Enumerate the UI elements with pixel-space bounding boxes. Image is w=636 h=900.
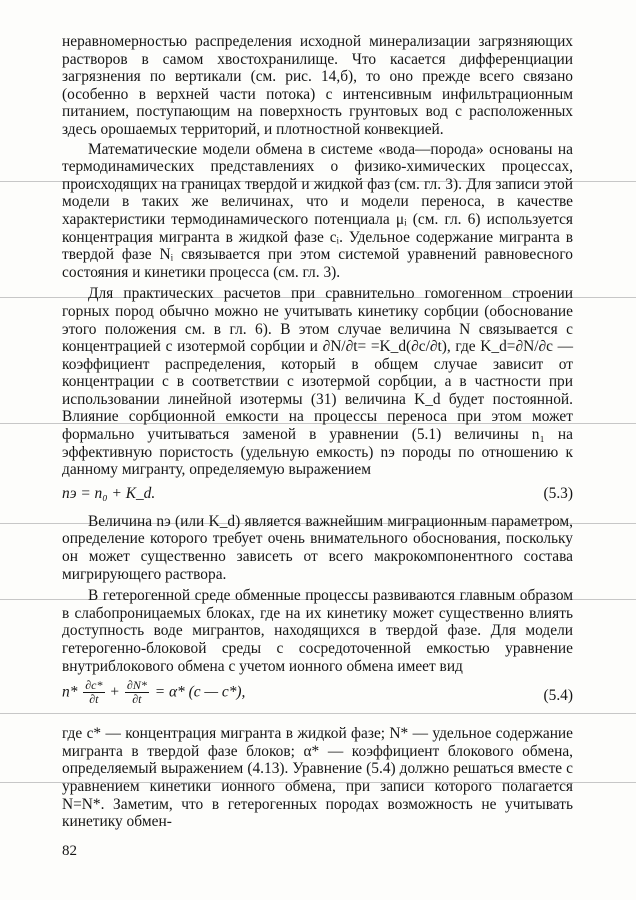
equation-5-4-rhs: = α* (c — c*),	[154, 683, 246, 701]
page-body	[62, 33, 573, 831]
equation-5-3-number: (5.3)	[543, 484, 573, 502]
paragraph-2: Математические модели обмена в системе «вода—порода» основаны на термодинамических представлениях о физико-химических процессах, происходящих на границах твердой и жидкой фаз (см. гл. 3). Для записи этой модели в таких же величинах, что и модели переноса, в качестве характеристики термодинамического потенциала μᵢ (см. гл. 6) используется концентрация мигранта в жидкой фазе cᵢ. Удельное содержание мигранта в твердой фазе Nᵢ связывается при этом системой уравнений равновесного состояния и кинетики процесса (см. гл. 3).	[62, 140, 573, 281]
equation-5-3	[62, 485, 573, 505]
paragraph-3: Для практических расчетов при сравнительно гомогенном строении горных пород обычно можно не учитывать кинетику сорбции (обоснование этого положения см. в гл. 6). В этом случае величина N связывается с концентрацией c изотермой сорбции и ∂N/∂t= =K_d(∂c/∂t), где K_d=∂N/∂c — коэффициент распределения, который в общем случае зависит от концентрации c в соответствии с изотермой сорбции, а в частности при использовании линейной изотермы (31) величина K_d будет постоянной. Влияние сорбционной емкости на процессы переноса при этом может формально учитываться заменой в уравнении (5.1) величины n₁ на эффективную пористость (удельную емкость) nэ породы по отношению к данному мигранту, определяемую выражением	[62, 285, 573, 479]
paragraph-5: В гетерогенной среде обменные процессы развиваются главным образом в слабопроницаемых блоках, где на их кинетику может существенно влиять доступность воде мигрантов, находящихся в твердой фазе. Для модели гетерогенно-блоковой среды с сосредоточенной емкостью уравнение внутриблокового обмена с учетом ионного обмена имеет вид	[62, 587, 573, 675]
equation-5-4-fraction-1	[83, 679, 104, 706]
fraction-2-denominator: ∂t	[132, 692, 142, 707]
equation-5-4	[62, 679, 573, 717]
paragraph-4: Величина nэ (или K_d) является важнейшим миграционным параметром, определение которого требует очень внимательного обоснования, поскольку он может существенно зависеть от всего макрокомпонентного состава мигрирующего раствора.	[62, 512, 573, 583]
fraction-2-numerator: ∂N*	[126, 678, 147, 693]
equation-5-4-fraction-2	[125, 679, 149, 706]
equation-5-4-lead: n*	[62, 683, 78, 701]
equation-5-4-plus: +	[110, 683, 120, 701]
paragraph-6: где c* — концентрация мигранта в жидкой фазе; N* — удельное содержание мигранта в твердой фазе блоков; α* — коэффициент блокового обмена, определяемый выражением (4.13). Уравнение (5.4) должно решаться вместе с уравнением кинетики ионного обмена, при записи которого полагается N=N*. Заметим, что в гетерогенных породах возможность не учитывать кинетику обмен-	[62, 725, 573, 831]
page-number: 82	[62, 843, 77, 859]
fraction-1-numerator: ∂c*	[85, 678, 103, 693]
equation-5-4-number: (5.4)	[543, 687, 573, 705]
paragraph-1: неравномерностью распределения исходной минерализации загрязняющих растворов в самом хвостохранилище. Что касается дифференциации загрязнения по вертикали (см. рис. 14,б), то оно прежде всего связано (особенно в верхней части потока) с интенсивным инфильтрационным питанием, поступающим на поверхность грунтовых вод с расположенных здесь орошаемых территорий, и плотностной конвекцией.	[62, 33, 573, 138]
fraction-1-denominator: ∂t	[89, 692, 99, 707]
equation-5-3-body: nэ = n₀ + K_d.	[62, 484, 156, 502]
